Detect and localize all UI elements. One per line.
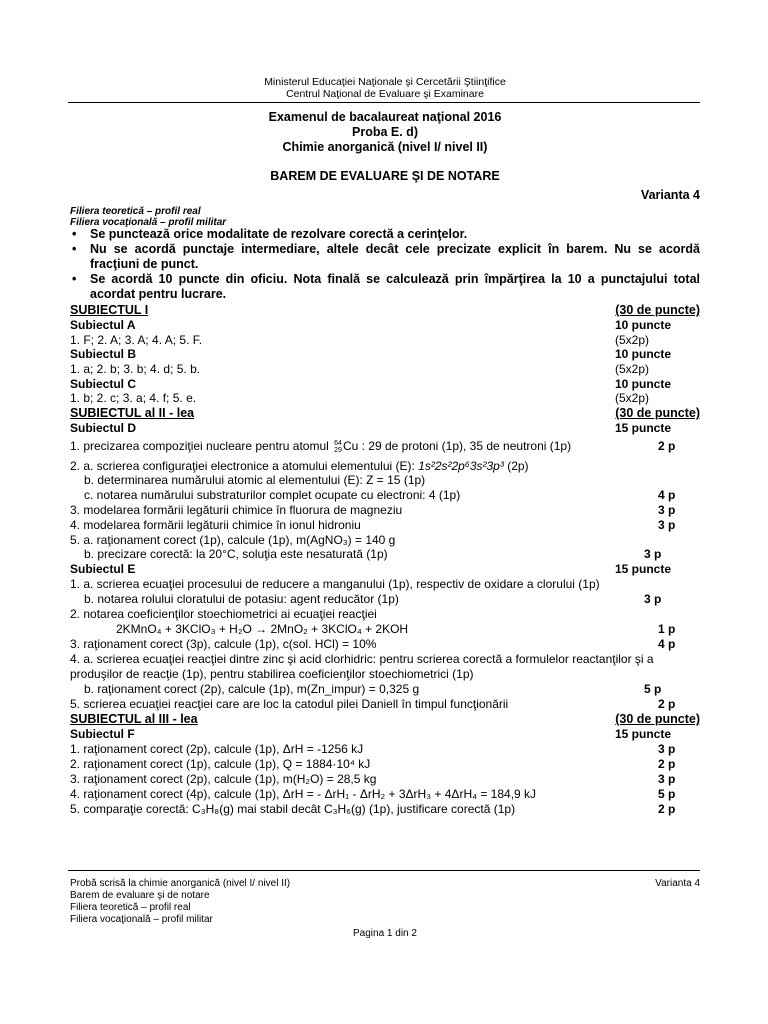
d-item-4: 4. modelarea formării legăturii chimice în ionul hidroniu 3 p bbox=[70, 518, 676, 532]
instruction-bullet: • Se acordă 10 puncte din oficiu. Nota finală se calculează prin împărţirea la 10 a punctajului total acordat pentru lucrare. bbox=[72, 272, 700, 301]
footer-line-4: Filiera vocaţională – profil militar bbox=[70, 914, 213, 925]
subject-c-answers: 1. b; 2. c; 3. a; 4. f; 5. e. (5x2p) bbox=[70, 391, 650, 405]
d-item-2a: 2. a. scrierea configuraţiei electronice a atomului elementului (E): 1s²2s²2p⁶3s²3p³ (2p) bbox=[70, 459, 529, 473]
barem-title: BAREM DE EVALUARE ŞI DE NOTARE bbox=[270, 169, 500, 183]
f-item-3: 3. raţionament corect (2p), calcule (1p), m(H₂O) = 28,5 kg 3 p bbox=[70, 772, 676, 786]
e-equation: 2KMnO₄ + 3KClO₃ + H₂O → 2MnO₂ + 3KClO₄ + 2KOH 1 p bbox=[116, 622, 676, 636]
filiera-teoretica: Filiera teoretică – profil real bbox=[70, 206, 201, 217]
variant-label: Varianta 4 bbox=[640, 188, 700, 202]
footer-line-2: Barem de evaluare şi de notare bbox=[70, 890, 210, 901]
ministry-name: Ministerul Educaţiei Naţionale şi Cercetării Ştiinţifice bbox=[264, 76, 506, 88]
f-item-4: 4. raţionament corect (4p), calcule (1p), ΔrH = - ΔrH₁ - ΔrH₂ + 3ΔrH₃ + 4ΔrH₄ = 184,9 kJ 5 p bbox=[70, 787, 676, 801]
exam-proba: Proba E. d) bbox=[352, 125, 418, 139]
instruction-bullet: • Se punctează orice modalitate de rezolvare corectă a cerinţelor. bbox=[72, 227, 468, 241]
subject-a-answers: 1. F; 2. A; 3. A; 4. A; 5. F. (5x2p) bbox=[70, 333, 650, 347]
section-3-header: SUBIECTUL al III - lea (30 de puncte) bbox=[70, 712, 700, 726]
subject-b-title: Subiectul B 10 puncte bbox=[70, 347, 672, 361]
subject-b-answers: 1. a; 2. b; 3. b; 4. d; 5. b. (5x2p) bbox=[70, 362, 650, 376]
e-item-1a: 1. a. scrierea ecuaţiei procesului de reducere a manganului (1p), respectiv de oxidare a clorului (1p) bbox=[70, 577, 600, 591]
e-item-3: 3. raţionament corect (3p), calcule (1p), c(sol. HCl) = 10% 4 p bbox=[70, 637, 676, 651]
f-item-5: 5. comparaţie corectă: C₃H₈(g) mai stabil decât C₃H₆(g) (1p), justificare corectă (1p) 2 p bbox=[70, 802, 676, 816]
footer-divider bbox=[68, 870, 700, 871]
e-item-5: 5. scrierea ecuaţiei reacţiei care are loc la catodul pilei Daniell în timpul funcţionării 2 p bbox=[70, 697, 676, 711]
e-item-2: 2. notarea coeficienţilor stoechiometrici ai ecuaţiei reacţiei bbox=[70, 607, 377, 621]
subject-a-title: Subiectul A 10 puncte bbox=[70, 318, 672, 332]
instruction-bullet: • Nu se acordă punctaje intermediare, altele decât cele precizate explicit în barem. Nu se acordă fracţiuni de punct. bbox=[72, 242, 700, 271]
subject-d-title: Subiectul D 15 puncte bbox=[70, 421, 672, 435]
e-item-4a-2: produşilor de reacţie (1p), pentru stabilirea coeficienţilor stoechiometrici (1p) bbox=[70, 667, 474, 681]
d-item-5b: b. precizare corectă: la 20°C, soluţia este nesaturată (1p) 3 p bbox=[84, 547, 662, 561]
filiera-vocationala: Filiera vocaţională – profil militar bbox=[70, 217, 227, 228]
page-number: Pagina 1 din 2 bbox=[353, 928, 417, 939]
exam-title: Examenul de bacalaureat naţional 2016 bbox=[268, 110, 502, 124]
subject-c-title: Subiectul C 10 puncte bbox=[70, 377, 672, 391]
isotope-notation: 64 29 bbox=[334, 439, 342, 454]
d-item-2b: b. determinarea numărului atomic al elementului (E): Z = 15 (1p) bbox=[84, 473, 426, 487]
d-item-2c: c. notarea numărului substraturilor complet ocupate cu electroni: 4 (1p) 4 p bbox=[84, 488, 676, 502]
footer-line-1: Probă scrisă la chimie anorganică (nivel I/ nivel II) Varianta 4 bbox=[70, 878, 700, 889]
d-item-3: 3. modelarea formării legăturii chimice în fluorura de magneziu 3 p bbox=[70, 503, 676, 517]
center-name: Centrul Naţional de Evaluare şi Examinare bbox=[286, 88, 484, 100]
f-item-2: 2. raţionament corect (1p), calcule (1p), Q = 1884·10⁴ kJ 2 p bbox=[70, 757, 676, 771]
f-item-1: 1. raţionament corect (2p), calcule (1p), ΔrH = -1256 kJ 3 p bbox=[70, 742, 676, 756]
section-2-header: SUBIECTUL al II - lea (30 de puncte) bbox=[70, 406, 700, 420]
e-item-4b: b. raţionament corect (2p), calcule (1p), m(Zn_impur) = 0,325 g 5 p bbox=[84, 682, 662, 696]
section-1-header: SUBIECTUL I (30 de puncte) bbox=[70, 303, 700, 317]
header-divider bbox=[68, 102, 700, 103]
subject-e-title: Subiectul E 15 puncte bbox=[70, 562, 672, 576]
d-item-1: 1. precizarea compoziţiei nucleare pentru atomul 64 29Cu : 29 de protoni (1p), 35 de neutroni (1p) 2 p bbox=[70, 439, 676, 454]
exam-subject: Chimie anorganică (nivel I/ nivel II) bbox=[282, 140, 488, 154]
d-item-5a: 5. a. raţionament corect (1p), calcule (1p), m(AgNO₃) = 140 g bbox=[70, 533, 396, 547]
footer-line-3: Filiera teoretică – profil real bbox=[70, 902, 191, 913]
subject-f-title: Subiectul F 15 puncte bbox=[70, 727, 672, 741]
e-item-4a-1: 4. a. scrierea ecuaţiei reacţiei dintre zinc şi acid clorhidric: pentru scrierea corectă a formulelor reactanţilor şi a bbox=[70, 652, 654, 666]
e-item-1b: b. notarea rolului cloratului de potasiu: agent reducător (1p) 3 p bbox=[84, 592, 662, 606]
